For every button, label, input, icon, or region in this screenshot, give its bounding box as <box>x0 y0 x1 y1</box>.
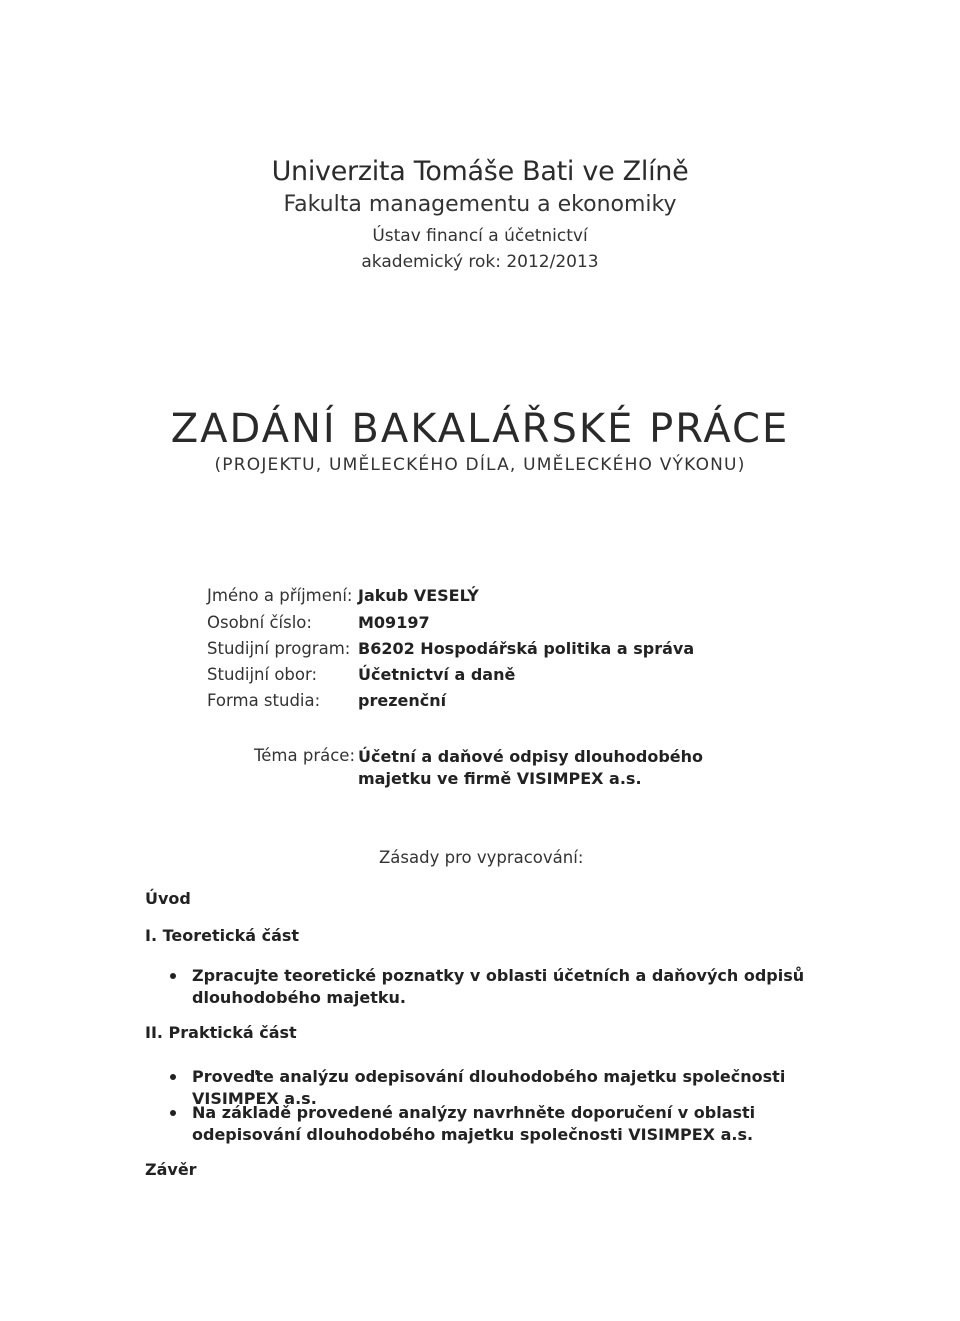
study-field-label: Studijní obor: <box>207 665 318 684</box>
section-practice: II. Praktická část <box>145 1023 297 1042</box>
bullet-icon <box>170 1110 176 1116</box>
personal-number-label: Osobní číslo: <box>207 613 312 632</box>
study-field-value: Účetnictví a daně <box>358 665 516 684</box>
bullet-icon <box>170 973 176 979</box>
study-form-label: Forma studia: <box>207 691 321 710</box>
faculty-name: Fakulta managementu a ekonomiky <box>283 192 677 217</box>
study-program-label: Studijní program: <box>207 639 351 658</box>
list-item <box>168 1102 828 1146</box>
study-form-value: prezenční <box>358 691 447 710</box>
academic-year: akademický rok: 2012/2013 <box>361 252 599 272</box>
personal-number-value: M09197 <box>358 613 430 632</box>
section-introduction: Úvod <box>145 889 191 908</box>
section-conclusion: Závěr <box>145 1160 197 1179</box>
list-item <box>168 965 828 1009</box>
bullet-icon <box>170 1074 176 1080</box>
topic-label: Téma práce: <box>254 746 356 765</box>
name-value: Jakub VESELÝ <box>358 586 479 605</box>
name-label: Jméno a příjmení: <box>207 586 353 605</box>
list-item-text: Proveďte analýzu odepisování dlouhodobého majetku společnosti VISIMPEX a.s. <box>192 1067 786 1108</box>
university-name: Univerzita Tomáše Bati ve Zlíně <box>271 156 689 187</box>
study-program-value: B6202 Hospodářská politika a správa <box>358 639 695 658</box>
list-item-text: Zpracujte teoretické poznatky v oblasti účetních a daňových odpisů dlouhodobého majetku. <box>192 966 805 1007</box>
guidelines-heading: Zásady pro vypracování: <box>379 848 584 867</box>
list-item-text: Na základě provedené analýzy navrhněte doporučení v oblasti odepisování dlouhodobého majetku společnosti VISIMPEX a.s. <box>192 1103 756 1144</box>
topic-value: Účetní a daňové odpisy dlouhodobého majetku ve firmě VISIMPEX a.s. <box>358 747 704 788</box>
institute-name: Ústav financí a účetnictví <box>372 226 588 246</box>
section-theory: I. Teoretická část <box>145 926 300 945</box>
document-title: ZADÁNÍ BAKALÁŘSKÉ PRÁCE <box>170 406 790 452</box>
document-subtitle: (PROJEKTU, UMĚLECKÉHO DÍLA, UMĚLECKÉHO VÝKONU) <box>214 455 746 475</box>
